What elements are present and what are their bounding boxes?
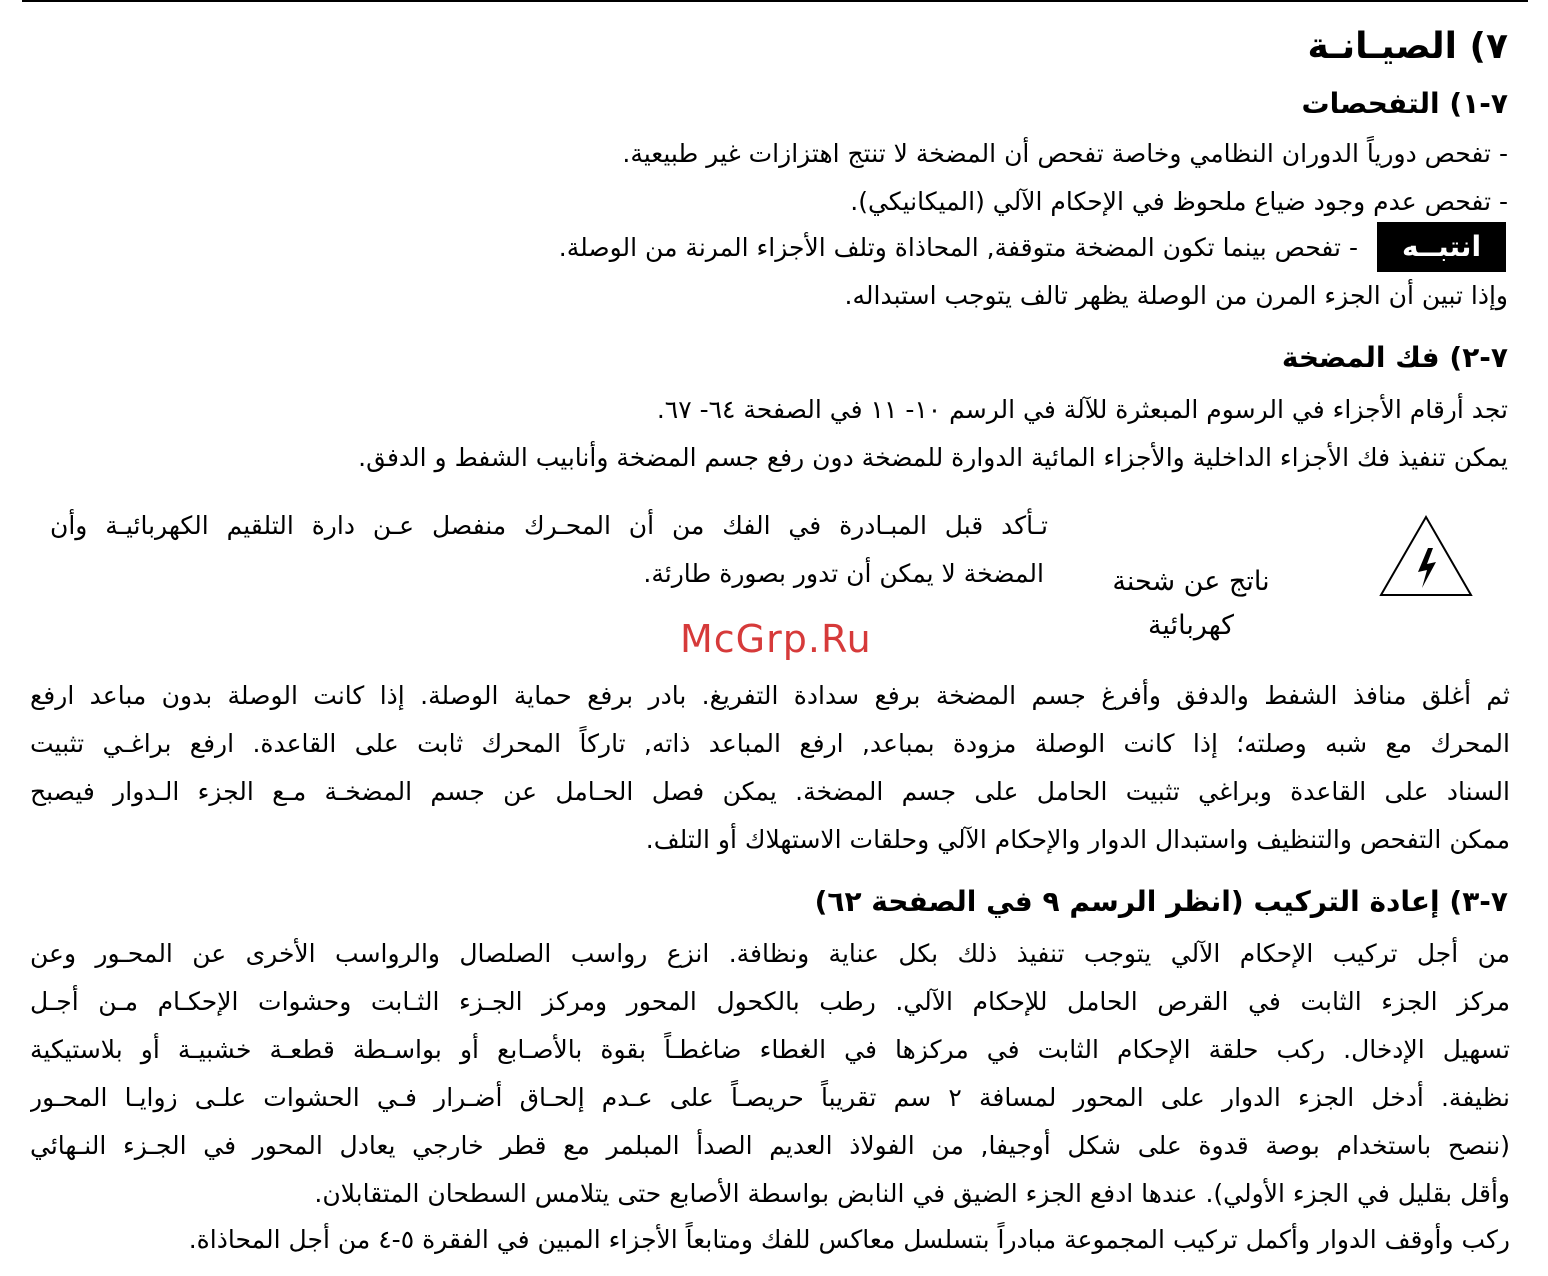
- inspection-line-2: - تفحص عدم وجود ضياع ملحوظ في الإحكام الآلي (الميكانيكي).: [850, 187, 1508, 216]
- disassembly-line-2: يمكن تنفيذ فك الأجزاء الداخلية والأجزاء المائية الدوارة للمضخة دون رفع جسم المضخة وأنابيب الشفط و الدفق.: [358, 443, 1508, 472]
- warning-label-line-2: كهربائية: [1147, 610, 1235, 641]
- disassembly-para-line-3: السناد على القاعدة وبراغي تثبيت الحامل على جسم المضخة. يمكن فصل الحـامل عن جسم المضخـة مـع الجزء الـدوار فيصبح: [30, 777, 1510, 806]
- subsection-title-inspections: ٧-١) التفحصات: [1301, 87, 1508, 120]
- disassembly-line-1: تجد أرقام الأجزاء في الرسوم المبعثرة للآلة في الرسم ١٠- ١١ في الصفحة ٦٤- ٦٧.: [656, 395, 1508, 424]
- reassembly-para-line-5: (ننصح باستخدام بوصة قدوة على شكل أوجيفا, من الفولاذ العديم الصدأ المبلمر مع قطر خارجي يعادل المحور في الجـزء النـهائي: [30, 1131, 1510, 1160]
- watermark: McGrp.Ru: [680, 617, 872, 661]
- reassembly-para-line-4: نظيفة. أدخل الجزء الدوار على المحور لمسافة ٢ سم تقريباً حريصـاً على عـدم إلحـاق أضـرار فـي الحشوات علـى زوايـا المحـور: [30, 1083, 1510, 1112]
- inspection-line-4: وإذا تبين أن الجزء المرن من الوصلة يظهر تالف يتوجب استبداله.: [844, 281, 1508, 310]
- warning-text-line-2: المضخة لا يمكن أن تدور بصورة طارئة.: [643, 559, 1044, 588]
- disassembly-para-line-2: المحرك مع شبه وصلته؛ إذا كانت الوصلة مزودة بمباعد, ارفع المباعد ذاته, تاركاً المحرك ثابت على القاعدة. ارفع براغـي تثبيت: [30, 729, 1510, 758]
- disassembly-para-line-1: ثم أغلق منافذ الشفط والدفق وأفرغ جسم المضخة برفع سدادة التفريغ. بادر برفع حماية الوصلة. إذا كانت الوصلة بدون مباعد ارفع: [30, 681, 1510, 710]
- inspection-line-3: - تفحص بينما تكون المضخة متوقفة, المحاذاة وتلف الأجزاء المرنة من الوصلة.: [558, 233, 1358, 262]
- reassembly-para-line-6: وأقل بقليل في الجزء الأولي). عندها ادفع الجزء الضيق في النابض بواسطة الأصابع حتى يتلامس السطحان المتقابلان.: [314, 1179, 1510, 1208]
- section-title: ٧) الصيـانـة: [1307, 26, 1508, 67]
- attention-badge: انتبــه: [1377, 222, 1506, 272]
- reassembly-para-line-7: ركب وأوقف الدوار وأكمل تركيب المجموعة مبادراً بتسلسل معاكس للفك ومتابعاً الأجزاء المبين في الفقرة ٥-٤ من أجل المحاذاة.: [188, 1225, 1510, 1254]
- electric-shock-warning-icon: [1378, 514, 1474, 598]
- subsection-title-disassembly: ٧-٢) فك المضخة: [1281, 341, 1508, 374]
- top-rule: [22, 0, 1528, 2]
- reassembly-para-line-1: من أجل تركيب الإحكام الآلي يتوجب تنفيذ ذلك بكل عناية ونظافة. انزع رواسب الصلصال والرواسب الأخرى عن المحـور وعن: [30, 939, 1510, 968]
- reassembly-para-line-2: مركز الجزء الثابت في القرص الحامل للإحكام الآلي. رطب بالكحول المحور ومركز الجـزء الثـابت وحشوات الإحكـام مـن أجـل: [30, 987, 1510, 1016]
- warning-label-line-1: ناتج عن شحنة: [1112, 566, 1270, 597]
- warning-text-line-1: تـأكد قبل المبـادرة في الفك من أن المحـرك منفصل عـن دارة التلقيم الكهربائيـة وأن: [50, 511, 1048, 540]
- inspection-line-1: - تفحص دورياً الدوران النظامي وخاصة تفحص أن المضخة لا تنتج اهتزازات غير طبيعية.: [622, 139, 1508, 168]
- subsection-title-reassembly: ٧-٣) إعادة التركيب (انظر الرسم ٩ في الصفحة ٦٢): [814, 885, 1508, 918]
- reassembly-para-line-3: تسهيل الإدخال. ركب حلقة الإحكام الثابت في مركزها في الغطاء ضاغطـاً بقوة بالأصـابع أو بواسـطة قطعـة خشبيـة أو بلاستيكية: [30, 1035, 1510, 1064]
- disassembly-para-line-4: ممكن التفحص والتنظيف واستبدال الدوار والإحكام الآلي وحلقات الاستهلاك أو التلف.: [645, 825, 1510, 854]
